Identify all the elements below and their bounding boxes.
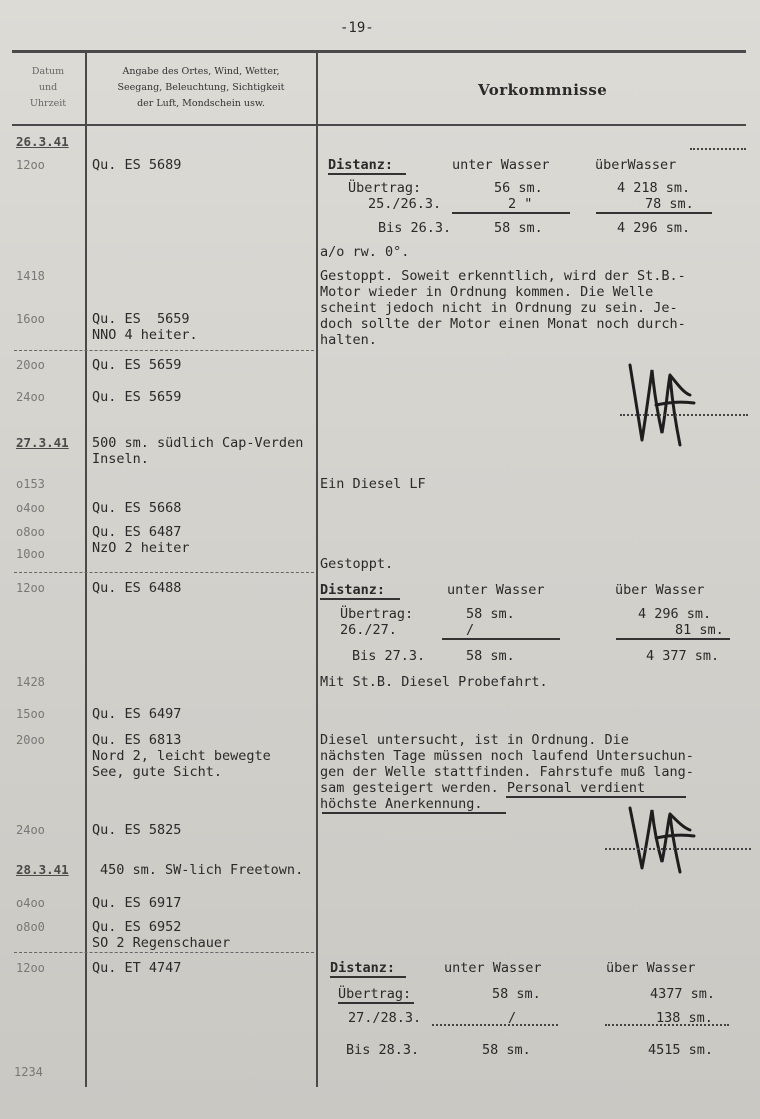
event-text: halten. [320,332,377,348]
event-text: scheint jedoch nicht in Ordnung zu sein. Je- [320,300,678,316]
header-date-line2: und [38,82,58,93]
underline [338,1002,414,1004]
sum-rule [596,212,712,214]
position-text: Qu. ES 5668 [92,500,182,516]
carryover-label: Übertrag: [338,986,412,1002]
signature-dotted-line [620,414,748,416]
event-text: Gestoppt. Soweit erkenntlich, wird der St.B.- [320,268,686,284]
dotted-filler [690,148,746,150]
carryover-label: Übertrag: [348,180,422,196]
time-label: o4oo [16,501,45,515]
underline [330,976,406,978]
sum-rule [442,638,560,640]
total-label: Bis 27.3. [352,648,426,664]
event-text: höchste Anerkennung. [320,796,483,812]
time-label: 12oo [16,961,45,975]
header-date-line1: Datum [31,66,65,77]
date-label: 28.3.41 [16,862,69,877]
table-top-rule [12,50,746,53]
position-text: Qu. ES 5825 [92,822,182,838]
time-label: 16oo [16,312,45,326]
event-text: gen der Welle stattfinden. Fahrstufe muß lang- [320,764,694,780]
time-label: 12oo [16,158,45,172]
distance-underwater-header: unter Wasser [447,582,545,598]
sum-rule [452,212,570,214]
column-divider-2 [316,52,318,1087]
row-separator [14,572,314,573]
event-text: Mit St.B. Diesel Probefahrt. [320,674,548,690]
date-label: 27.3.41 [16,435,69,450]
time-label: 24oo [16,390,45,404]
weather-text: See, gute Sicht. [92,764,223,780]
total-underwater: 58 sm. [482,1042,531,1058]
total-underwater: 58 sm. [466,648,515,664]
signature-dotted-line [605,848,751,850]
time-label: 10oo [16,547,45,561]
time-label: 1234 [14,1065,43,1079]
carryover-surface: 4377 sm. [650,986,716,1002]
time-label: 1428 [16,675,45,689]
position-text: Qu. ES 6497 [92,706,182,722]
daily-label: 26./27. [340,622,397,638]
position-text: Qu. ES 5689 [92,157,182,173]
carryover-surface: 4 296 sm. [638,606,712,622]
time-label: 24oo [16,823,45,837]
time-label: o8o0 [16,920,45,934]
header-place-line1: Angabe des Ortes, Wind, Wetter, [122,66,280,77]
carryover-label: Übertrag: [340,606,414,622]
total-label: Bis 28.3. [346,1042,420,1058]
carryover-surface: 4 218 sm. [617,180,691,196]
weather-text: NNO 4 heiter. [92,327,198,343]
carryover-underwater: 56 sm. [494,180,543,196]
position-text: Qu. ET 4747 [92,960,182,976]
distance-label: Distanz: [330,960,396,976]
distance-label: Distanz: [320,582,386,598]
position-text: Qu. ES 5659 [92,389,182,405]
underline [322,812,506,814]
event-text: sam gesteigert werden. Personal verdient [320,780,646,796]
time-label: 12oo [16,581,45,595]
distance-underwater-header: unter Wasser [444,960,542,976]
position-text: 500 sm. südlich Cap-Verden [92,435,304,451]
weather-text: NzO 2 heiter [92,540,190,556]
position-text: Qu. ES 6952 [92,919,182,935]
date-label: 26.3.41 [16,134,69,149]
position-text: Qu. ES 5659 [92,357,182,373]
daily-underwater: 2 " [508,196,533,212]
header-bottom-rule [12,124,746,126]
header-events: Vorkommnisse [478,81,608,99]
event-text: Diesel untersucht, ist in Ordnung. Die [320,732,629,748]
event-text: Gestoppt. [320,556,394,572]
position-text: Qu. ES 6917 [92,895,182,911]
distance-surface-header: über Wasser [606,960,696,976]
distance-surface-header: überWasser [595,157,677,173]
daily-label: 27./28.3. [348,1010,422,1026]
position-text: Qu. ES 5659 [92,311,190,327]
underline [328,173,406,175]
event-text: nächsten Tage müssen noch laufend Untersuchun- [320,748,694,764]
distance-underwater-header: unter Wasser [452,157,550,173]
time-label: 1418 [16,269,45,283]
daily-underwater: / [508,1010,517,1026]
column-divider-1 [85,52,87,1087]
signature-mark [620,345,700,455]
daily-surface: 81 sm. [675,622,724,638]
header-place-line3: der Luft, Mondschein usw. [137,98,265,109]
time-label: 20oo [16,358,45,372]
header-date-line3: Uhrzeit [29,98,67,109]
distance-surface-header: über Wasser [615,582,705,598]
daily-surface: 138 sm. [656,1010,713,1026]
sum-rule [616,638,730,640]
sum-rule [432,1024,558,1026]
position-text: Inseln. [92,451,149,467]
daily-underwater: / [466,622,475,638]
total-surface: 4515 sm. [648,1042,714,1058]
total-label: Bis 26.3. [378,220,452,236]
event-text: Ein Diesel LF [320,476,426,492]
page-number: -19- [340,20,374,36]
time-label: o8oo [16,525,45,539]
time-label: 15oo [16,707,45,721]
row-separator [14,350,314,351]
row-separator [14,952,314,953]
underline [320,598,400,600]
weather-text: SO 2 Regenschauer [92,935,231,951]
total-surface: 4 296 sm. [617,220,691,236]
daily-label: 25./26.3. [368,196,442,212]
sum-rule [605,1024,729,1026]
total-surface: 4 377 sm. [646,648,720,664]
carryover-underwater: 58 sm. [466,606,515,622]
event-text: doch sollte der Motor einen Monat noch durch- [320,316,686,332]
daily-surface: 78 sm. [645,196,694,212]
distance-label: Distanz: [328,157,394,173]
position-text: Qu. ES 6488 [92,580,182,596]
carryover-underwater: 58 sm. [492,986,541,1002]
header-place-line2: Seegang, Beleuchtung, Sichtigkeit [117,82,285,93]
position-text: Qu. ES 6813 [92,732,182,748]
total-underwater: 58 sm. [494,220,543,236]
position-text: 450 sm. SW-lich Freetown. [100,862,304,878]
time-label: o4oo [16,896,45,910]
position-text: Qu. ES 6487 [92,524,182,540]
signature-mark [620,790,700,880]
time-label: 20oo [16,733,45,747]
course-text: a/o rw. 0°. [320,244,410,260]
event-text: Motor wieder in Ordnung kommen. Die Welle [320,284,654,300]
time-label: o153 [16,477,45,491]
weather-text: Nord 2, leicht bewegte [92,748,271,764]
